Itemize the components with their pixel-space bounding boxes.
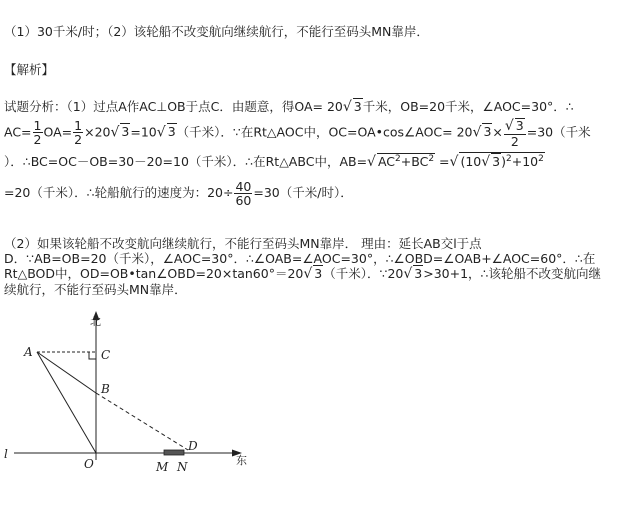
radical-sign: √: [303, 266, 313, 282]
denominator: 2: [33, 132, 42, 148]
denominator: 2: [74, 132, 83, 148]
answer-line: （1）30千米/时；（2）该轮船不改变航向继续航行，不能行至码头MN靠岸．: [4, 24, 429, 39]
fraction: [33, 119, 43, 146]
term: ): [501, 154, 507, 169]
sqrt-value: 3: [414, 266, 423, 281]
north-label: 北: [90, 315, 101, 328]
dock-mn: [164, 450, 184, 455]
analysis-text: =20（千米）．∴轮船航行的速度为：20÷: [4, 185, 234, 201]
east-label: 东: [236, 454, 247, 467]
sqrt-expression: [377, 153, 435, 169]
sqrt-value: 3: [492, 154, 501, 169]
analysis-text: Rt△BOD中，OD=OB•tan∠OBD=20×tan60°＝20: [4, 266, 304, 281]
analysis-text: （千米）．∵在Rt△AOC中，OC=OA•cos∠AOC= 20: [176, 124, 473, 140]
radical-sign: √: [472, 124, 482, 141]
denominator: 2: [510, 133, 519, 149]
analysis-text: =: [439, 154, 450, 169]
fraction: [504, 118, 526, 148]
analysis-line-4: [4, 180, 353, 207]
exponent: 2: [428, 153, 435, 164]
radical-sign: √: [367, 154, 376, 170]
point-o-label: O: [84, 457, 94, 471]
fraction: [73, 119, 83, 146]
geometry-figure: [0, 305, 270, 480]
term: (10: [460, 154, 482, 169]
numerator: 40: [235, 179, 252, 194]
sqrt-value: 3: [314, 266, 323, 281]
part2-line-2: D．∵AB=OB=20（千米），∠AOC=30°．∴∠OAB=∠AOC=30°，∴∠OBD=∠OAB+∠AOC=60°．∴在: [4, 251, 596, 266]
analysis-text: 千米，OB=20千米，∠AOC=30°．∴: [362, 99, 574, 114]
radical-sign: √: [403, 266, 413, 282]
sqrt-value: 3: [515, 118, 524, 133]
analysis-text: >30+1，∴该轮船不改变航向继: [423, 266, 601, 281]
part2-line-1: （2）如果该轮船不改变航向继续航行，不能行至码头MN靠岸． 理由：延长AB交l于点: [4, 236, 482, 251]
analysis-text: ×: [492, 124, 503, 140]
line-l-label: l: [4, 447, 8, 461]
sqrt-value: 3: [483, 124, 492, 140]
radical-sign: √: [342, 99, 352, 115]
analysis-text: 试题分析：（1）过点A作AC⊥OB于点C．由题意，得OA= 20: [4, 99, 343, 114]
denominator: 60: [235, 193, 252, 209]
right-angle-mark: [89, 352, 96, 359]
numerator: 1: [74, 118, 83, 134]
term-ac: AC: [377, 154, 396, 169]
point-a-label: A: [24, 345, 33, 359]
point-b-label: B: [101, 382, 110, 396]
analysis-line-1: [4, 97, 574, 115]
radical-sign: √: [156, 124, 166, 141]
analysis-text: =30（千米/时）．: [253, 185, 353, 201]
sqrt-value: 3: [167, 124, 176, 140]
exponent: 2: [395, 153, 401, 164]
radical-sign: √: [110, 124, 120, 141]
radical-sign: √: [504, 118, 514, 134]
term-bc: +BC: [400, 154, 429, 169]
radical-sign: √: [449, 154, 459, 170]
section-title: 【解析】: [4, 62, 55, 77]
sqrt-value: 3: [121, 124, 130, 140]
fraction: [234, 180, 252, 207]
analysis-line-2: [4, 118, 591, 148]
point-n-label: N: [177, 460, 188, 474]
numerator: 1: [33, 118, 42, 134]
analysis-text: =30（千米: [526, 124, 591, 140]
point-c-label: C: [101, 348, 111, 362]
analysis-text: （千米）．∵20: [323, 266, 404, 281]
analysis-text: OA=: [43, 124, 73, 140]
analysis-text: =10: [130, 124, 157, 140]
segment-oa: [37, 352, 96, 453]
analysis-text: ×20: [84, 124, 111, 140]
point-m-label: M: [156, 460, 169, 474]
part2-line-4: 续航行，不能行至码头MN靠岸．: [4, 282, 187, 297]
analysis-text: AC=: [4, 124, 32, 140]
sqrt-value: 3: [353, 99, 362, 114]
exponent: 2: [506, 153, 512, 164]
numerator: [504, 118, 526, 135]
radical-sign: √: [481, 154, 491, 170]
sqrt-expression: [459, 152, 544, 170]
segment-bd: [96, 393, 188, 450]
analysis-line-3: [4, 152, 545, 170]
segment-ab: [37, 352, 96, 393]
analysis-text: ）．∴BC=OC－OB=30－20=10（千米）．∴在Rt△ABC中，AB=: [4, 154, 368, 169]
exponent: 2: [538, 153, 544, 164]
point-d-label: D: [188, 439, 198, 453]
term: +10: [511, 154, 539, 169]
